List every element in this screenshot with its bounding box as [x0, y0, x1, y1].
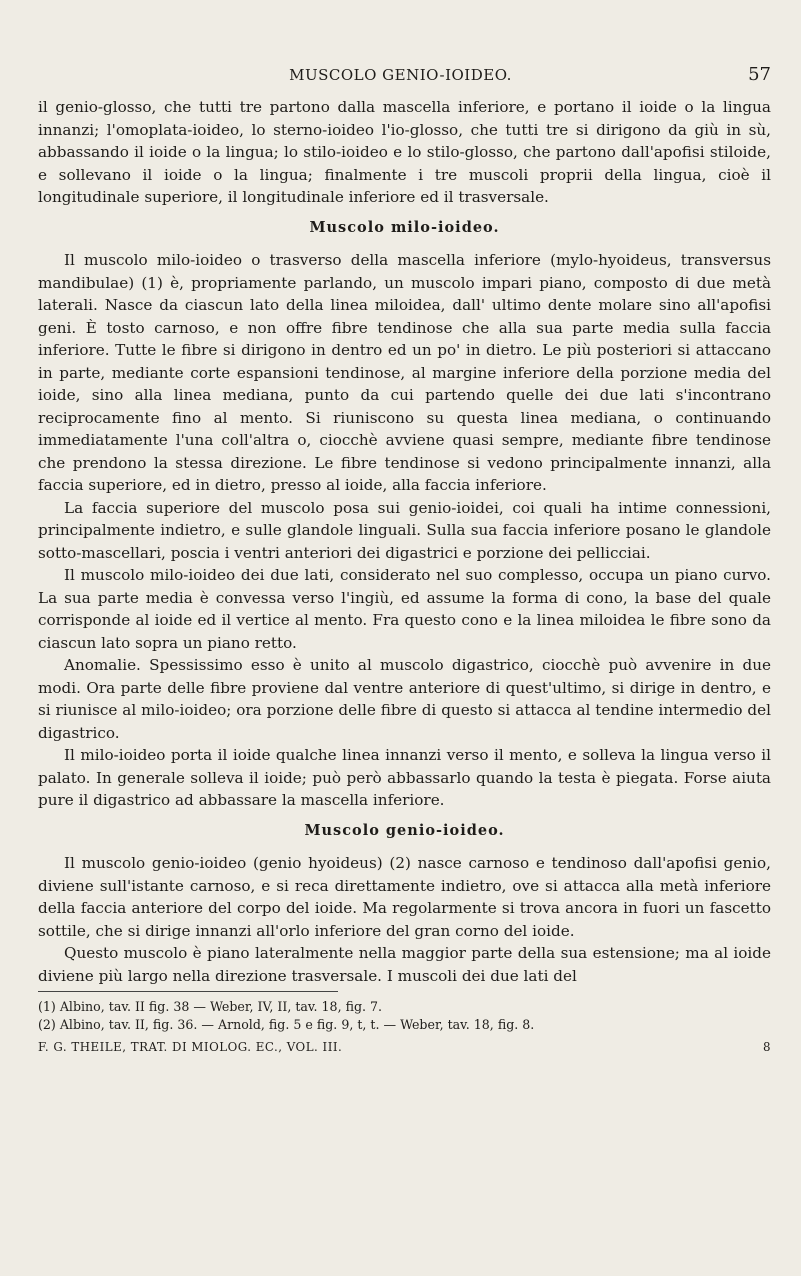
paragraph: Questo muscolo è piano lateralmente nella maggior parte della sua estensione; ma al ioide diviene più largo nella direzione trasversale. I muscoli dei due lati del — [38, 944, 771, 985]
page-header — [30, 64, 771, 90]
paragraph: Il muscolo genio-ioideo (genio hyoideus) (2) nasce carnoso e tendinoso dall'apofisi genio, diviene sull'istante carnoso, e si reca direttamente indietro, ove si attacca alla metà inferiore della faccia anteriore del corpo del ioide. Ma regolarmente si trova ancora in fuori un fascetto sottile, che si dirige innanzi all'orlo inferiore del gran corno del ioide. — [38, 854, 771, 940]
footnote: (1) Albino, tav. II fig. 38 — Weber, IV, II, tav. 18, fig. 7. — [38, 999, 383, 1014]
running-title: MUSCOLO GENIO-IOIDEO. — [289, 66, 512, 84]
section-heading-milo-ioideo: Muscolo milo-ioideo. — [309, 218, 500, 236]
intro-paragraph: il genio-glosso, che tutti tre partono dalla mascella inferiore, e portano il ioide o la lingua innanzi; l'omoplata-ioideo, lo sterno-ioideo l'io-glosso, che tutti tre si dirigono da giù in sù, abbassando il ioide o la lingua; lo stilo-ioideo e lo stilo-glosso, che partono dall'apofisi stiloide, e sollevano il ioide o la lingua; finalmente i tre muscoli proprii della lingua, cioè il longitudinale superiore, il longitudinale inferiore ed il trasversale. — [38, 98, 771, 206]
paragraph: Anomalie. Spessissimo esso è unito al muscolo digastrico, ciocchè può avvenire in due modi. Ora parte delle fibre proviene dal ventre anteriore di quest'ultimo, si dirige in dentro, e si riunisce al milo-ioideo; ora porzione delle fibre di questo si attacca al tendine intermedio del digastrico. — [38, 656, 771, 742]
body-text — [38, 96, 771, 1059]
paragraph: Il muscolo milo-ioideo o trasverso della mascella inferiore (mylo-hyoideus, transversus mandibulae) (1) è, propriamente parlando, un muscolo impari piano, composto di due metà laterali. Nasce da ciascun lato della linea miloidea, dall' ultimo dente molare sino all'apofisi geni. È tosto carnoso, e non offre fibre tendinose che alla sua parte media sulla faccia inferiore. Tutte le fibre si dirigono in dentro ed un po' in dietro. Le più posteriori si attaccano in parte, mediante corte espansioni tendinose, al margine inferiore della porzione media del ioide, sino alla linea mediana, punto da cui partendo quelle dei due lati s'incontrano reciprocamente fino al mento. Si riuniscono su questa linea mediana, o continuando immediatamente l'una coll'altra o, ciocchè avviene quasi sempre, mediante fibre tendinose che prendono la stessa direzione. Le fibre tendinose si vedono principalmente innanzi, alla faccia superiore, ed in dietro, presso al ioide, alla faccia inferiore. — [38, 251, 771, 494]
footnotes — [38, 998, 771, 1033]
signature-text: F. G. THEILE, TRAT. DI MIOLOG. EC., VOL. III. — [38, 1040, 343, 1054]
page-number: 57 — [748, 64, 771, 85]
paragraph: Il milo-ioideo porta il ioide qualche linea innanzi verso il mento, e solleva la lingua verso il palato. In generale solleva il ioide; può però abbassarlo quando la testa è piegata. Forse aiuta pure il digastrico ad abbassare la mascella inferiore. — [38, 746, 771, 809]
signature-number: 8 — [762, 1040, 771, 1054]
paragraph: Il muscolo milo-ioideo dei due lati, considerato nel suo complesso, occupa un piano curvo. La sua parte media è convessa verso l'ingiù, ed assume la forma di cono, la base del quale corrisponde al ioide ed il vertice al mento. Fra questo cono e la linea miloidea le fibre sono da ciascun lato sopra un piano retto. — [38, 566, 771, 652]
footnote: (2) Albino, tav. II, fig. 36. — Arnold, fig. 5 e fig. 9, t, t. — Weber, tav. 18, fig. 8. — [38, 1016, 535, 1032]
section-heading-genio-ioideo: Muscolo genio-ioideo. — [304, 821, 505, 839]
printer-signature — [38, 1036, 771, 1059]
footnote-divider — [38, 991, 338, 992]
paragraph: La faccia superiore del muscolo posa sui genio-ioidei, coi quali ha intime connessioni, principalmente indietro, e sulle glandole linguali. Sulla sua faccia inferiore posano le glandole sotto-mascellari, poscia i ventri anteriori dei digastrici e porzione dei pellicciai. — [38, 498, 771, 562]
